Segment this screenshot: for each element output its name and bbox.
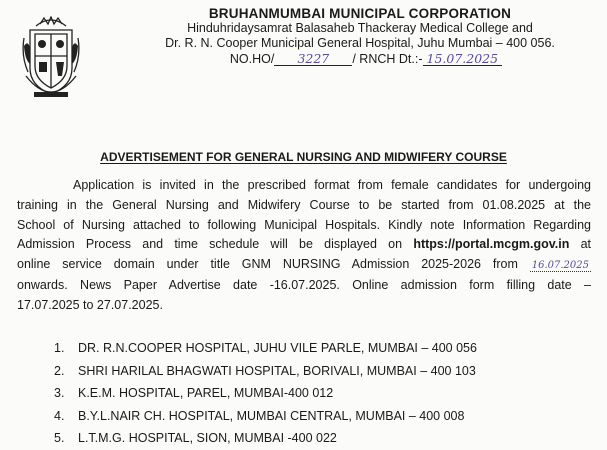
college-name: Hinduhridaysamrat Balasaheb Thackeray Medical College and <box>187 21 533 35</box>
bmc-emblem-icon <box>22 16 80 102</box>
list-item <box>54 427 574 450</box>
list-item <box>54 360 574 383</box>
list-item-number: 2. <box>54 363 65 378</box>
list-item-name: B.Y.L.NAIR CH. HOSPITAL, MUMBAI CENTRAL, MUMBAI – 400 008 <box>78 408 465 423</box>
paragraph-line-2: training in the General Nursing and Midwifery Course to be started from 01.08.2025 at the <box>17 197 591 212</box>
list-item-name: DR. R.N.COOPER HOSPITAL, JUHU VILE PARLE, MUMBAI – 400 056 <box>78 341 477 355</box>
list-item <box>54 382 574 405</box>
paragraph-line-7: 17.07.2025 to 27.07.2025. <box>17 297 163 312</box>
list-item-name: SHRI HARILAL BHAGWATI HOSPITAL, BORIVALI, MUMBAI – 400 103 <box>78 363 476 378</box>
paragraph-line-4-end: at <box>569 237 591 252</box>
organization-name: BRUHANMUMBAI MUNICIPAL CORPORATION <box>208 6 512 21</box>
paragraph-line-6: onwards. News Paper Advertise date -16.07.2025. Online admission form filling date – <box>17 277 591 292</box>
paragraph-line-4-text: Admission Process and time schedule will be displayed on <box>17 237 414 252</box>
portal-url-link[interactable]: https://portal.mcgm.gov.in <box>413 237 570 252</box>
handwritten-start-date: 16.07.2025 <box>531 260 589 272</box>
letterhead <box>150 6 570 67</box>
hospital-list <box>54 337 574 450</box>
list-item-name: K.E.M. HOSPITAL, PAREL, MUMBAI-400 012 <box>78 386 334 400</box>
advertisement-heading <box>0 150 607 164</box>
reference-number-prefix: NO.HO/ <box>229 52 275 66</box>
list-item-name: L.T.M.G. HOSPITAL, SION, MUMBAI -400 022 <box>78 431 337 445</box>
paragraph-line-5-text: online service domain under title GNM NURSING Admission 2025-2026 from <box>17 257 530 272</box>
reference-line <box>150 52 570 67</box>
reference-date-handwritten: 15.07.2025 <box>423 52 503 66</box>
rnch-date-prefix: / RNCH Dt.:- <box>352 52 423 66</box>
paragraph-line-4 <box>17 235 591 255</box>
list-item <box>54 337 574 360</box>
list-item-number: 4. <box>54 408 65 423</box>
paragraph-line-5 <box>17 255 591 276</box>
list-item <box>54 405 574 428</box>
hospital-address: Dr. R. N. Cooper Municipal General Hospital, Juhu Mumbai – 400 056. <box>165 36 555 50</box>
list-item-number: 3. <box>54 386 65 400</box>
paragraph-line-1: Application is invited in the prescribed format from female candidates for undergoing <box>73 178 591 192</box>
list-item-number: 1. <box>54 341 65 355</box>
list-item-number: 5. <box>54 431 65 445</box>
advertisement-heading-text: ADVERTISEMENT FOR GENERAL NURSING AND MIDWIFERY COURSE <box>100 150 507 164</box>
paragraph-line-3: School of Nursing attached to following Municipal Hospitals. Kindly note Information Regarding <box>17 217 591 232</box>
advertisement-paragraph <box>17 176 591 316</box>
reference-number-handwritten: 3227 <box>274 52 352 66</box>
